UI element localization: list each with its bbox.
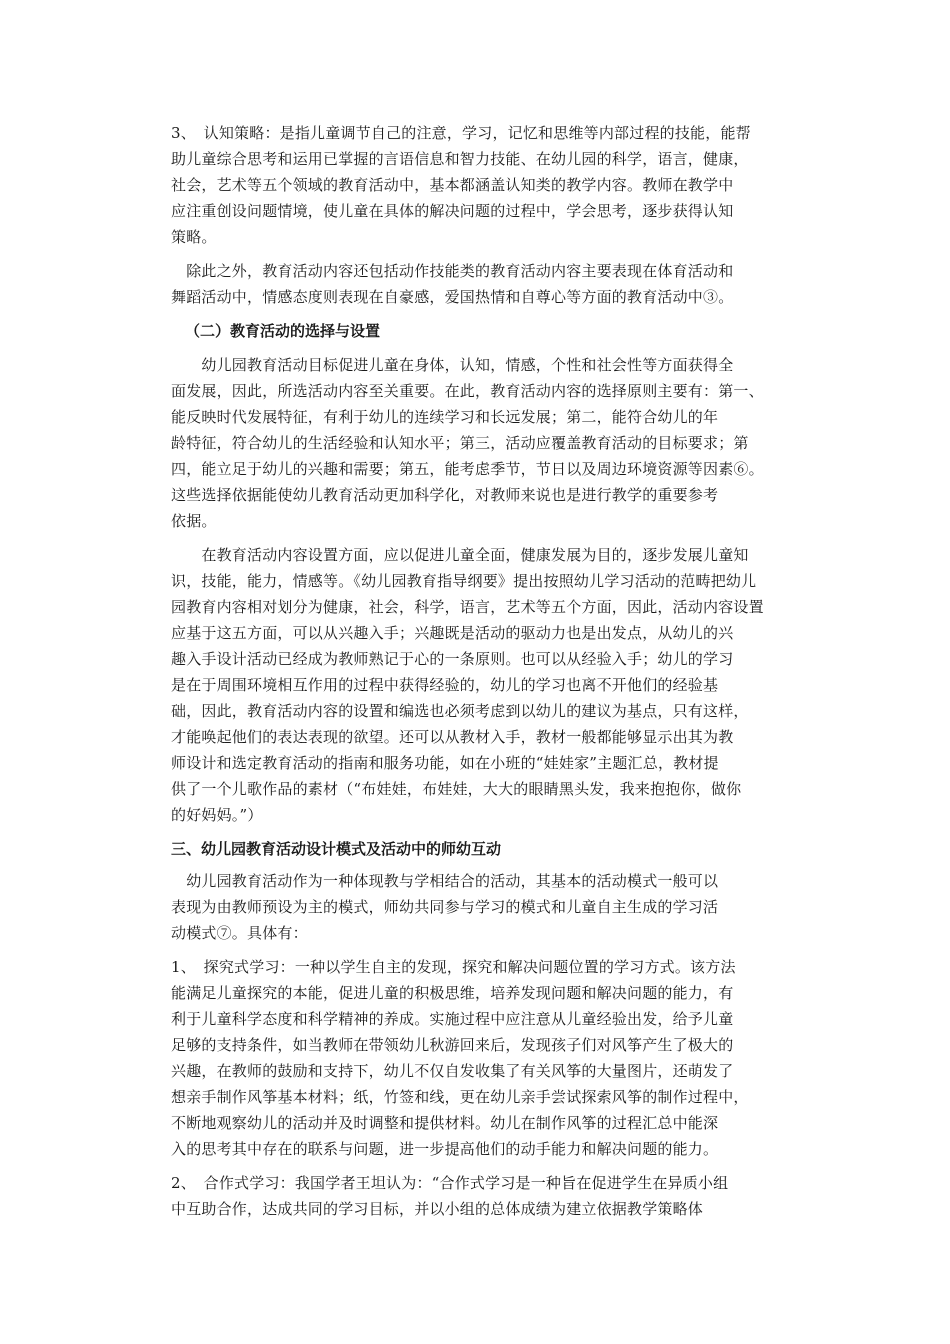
text-line: 想亲手制作风筝基本材料；纸，竹签和线，更在幼儿亲手尝试探索风筝的制作过程中，	[171, 1088, 749, 1106]
text-line: 能满足儿童探究的本能，促进儿童的积极思维，培养发现问题和解决问题的能力，有	[171, 984, 734, 1002]
text-line: 才能唤起他们的表达表现的欲望。还可以从教材入手，教材一般都能够显示出其为教	[171, 728, 734, 746]
text-line: 足够的支持条件，如当教师在带领幼儿秋游回来后，发现孩子们对风筝产生了极大的	[171, 1036, 734, 1054]
text-line: 1、 探究式学习：一种以学生自主的发现，探究和解决问题位置的学习方式。该方法	[171, 958, 736, 976]
text-line: 策略。	[171, 228, 217, 246]
text-line: 这些选择依据能使幼儿教育活动更加科学化，对教师来说也是进行教学的重要参考	[171, 486, 719, 504]
paragraph-inquiry-learning	[171, 954, 783, 1162]
text-line: 面发展，因此，所选活动内容至关重要。在此，教育活动内容的选择原则主要有：第一、	[171, 382, 764, 400]
text-line: 2、 合作式学习：我国学者王坦认为：“合作式学习是一种旨在促进学生在异质小组	[171, 1174, 729, 1192]
text-line: 师设计和选定教育活动的指南和服务功能，如在小班的“娃娃家”主题汇总，教材提	[171, 754, 719, 772]
text-line: 四，能立足于幼儿的兴趣和需要；第五，能考虑季节，节日以及周边环境资源等因素⑥。	[171, 460, 764, 478]
paragraph-other-content	[171, 258, 783, 310]
text-line: 供了一个儿歌作品的素材（“布娃娃，布娃娃，大大的眼睛黑头发，我来抱抱你，做你	[171, 780, 742, 798]
text-line: 除此之外，教育活动内容还包括动作技能类的教育活动内容主要表现在体育活动和	[171, 262, 734, 280]
text-line: 应基于这五方面，可以从兴趣入手；兴趣既是活动的驱动力也是出发点，从幼儿的兴	[171, 624, 734, 642]
text-line: 中互助合作，达成共同的学习目标，并以小组的总体成绩为建立依据教学策略体	[171, 1200, 704, 1218]
paragraph-cognitive-strategy	[171, 120, 783, 250]
document-page	[171, 120, 783, 1230]
text-line: 幼儿园教育活动作为一种体现教与学相结合的活动，其基本的活动模式一般可以	[171, 872, 719, 890]
text-line: 兴趣，在教师的鼓励和支持下，幼儿不仅自发收集了有关风筝的大量图片，还萌发了	[171, 1062, 734, 1080]
text-line: 在教育活动内容设置方面，应以促进儿童全面，健康发展为目的，逐步发展儿童知	[171, 546, 749, 564]
text-line: 动模式⑦。具体有：	[171, 924, 308, 942]
text-line: 不断地观察幼儿的活动并及时调整和提供材料。幼儿在制作风筝的过程汇总中能深	[171, 1114, 719, 1132]
text-line: 龄特征，符合幼儿的生活经验和认知水平；第三，活动应覆盖教育活动的目标要求；第	[171, 434, 749, 452]
text-line: 幼儿园教育活动目标促进儿童在身体，认知，情感，个性和社会性等方面获得全	[171, 356, 734, 374]
text-line: 础，因此，教育活动内容的设置和编选也必须考虑到以幼儿的建议为基点，只有这样，	[171, 702, 749, 720]
text-line: 是在于周围环境相互作用的过程中获得经验的，幼儿的学习也离不开他们的经验基	[171, 676, 719, 694]
paragraph-activity-models	[171, 868, 783, 946]
text-line: 利于儿童科学态度和科学精神的养成。实施过程中应注意从儿童经验出发，给予儿童	[171, 1010, 734, 1028]
text-line: 入的思考其中存在的联系与问题，进一步提高他们的动手能力和解决问题的能力。	[171, 1140, 719, 1158]
text-line: 表现为由教师预设为主的模式，师幼共同参与学习的模式和儿童自主生成的学习活	[171, 898, 719, 916]
text-line: 能反映时代发展特征，有利于幼儿的连续学习和长远发展；第二，能符合幼儿的年	[171, 408, 719, 426]
text-line: 应注重创设问题情境，使儿童在具体的解决问题的过程中，学会思考，逐步获得认知	[171, 202, 734, 220]
section-heading-selection: （二）教育活动的选择与设置	[185, 322, 381, 340]
text-line: 依据。	[171, 512, 217, 530]
paragraph-content-setting	[171, 542, 783, 828]
section-heading-design-models: 三、幼儿园教育活动设计模式及活动中的师幼互动	[171, 840, 502, 858]
text-line: 助儿童综合思考和运用已掌握的言语信息和智力技能、在幼儿园的科学，语言，健康，	[171, 150, 749, 168]
text-line: 社会，艺术等五个领域的教育活动中，基本都涵盖认知类的教学内容。教师在教学中	[171, 176, 734, 194]
text-line: 的好妈妈。”）	[171, 806, 263, 824]
text-line: 舞蹈活动中，情感态度则表现在自豪感，爱国热情和自尊心等方面的教育活动中③。	[171, 288, 734, 306]
text-line: 趣入手设计活动已经成为教师熟记于心的一条原则。也可以从经验入手；幼儿的学习	[171, 650, 734, 668]
text-line: 3、 认知策略：是指儿童调节自己的注意，学习，记忆和思维等内部过程的技能，能帮	[171, 124, 751, 142]
paragraph-cooperative-learning	[171, 1170, 783, 1222]
text-line: 识，技能，能力，情感等。《幼儿园教育指导纲要》提出按照幼儿学习活动的范畴把幼儿	[171, 572, 757, 590]
paragraph-selection-principles	[171, 352, 783, 534]
text-line: 园教育内容相对划分为健康，社会，科学，语言，艺术等五个方面，因此，活动内容设置	[171, 598, 764, 616]
